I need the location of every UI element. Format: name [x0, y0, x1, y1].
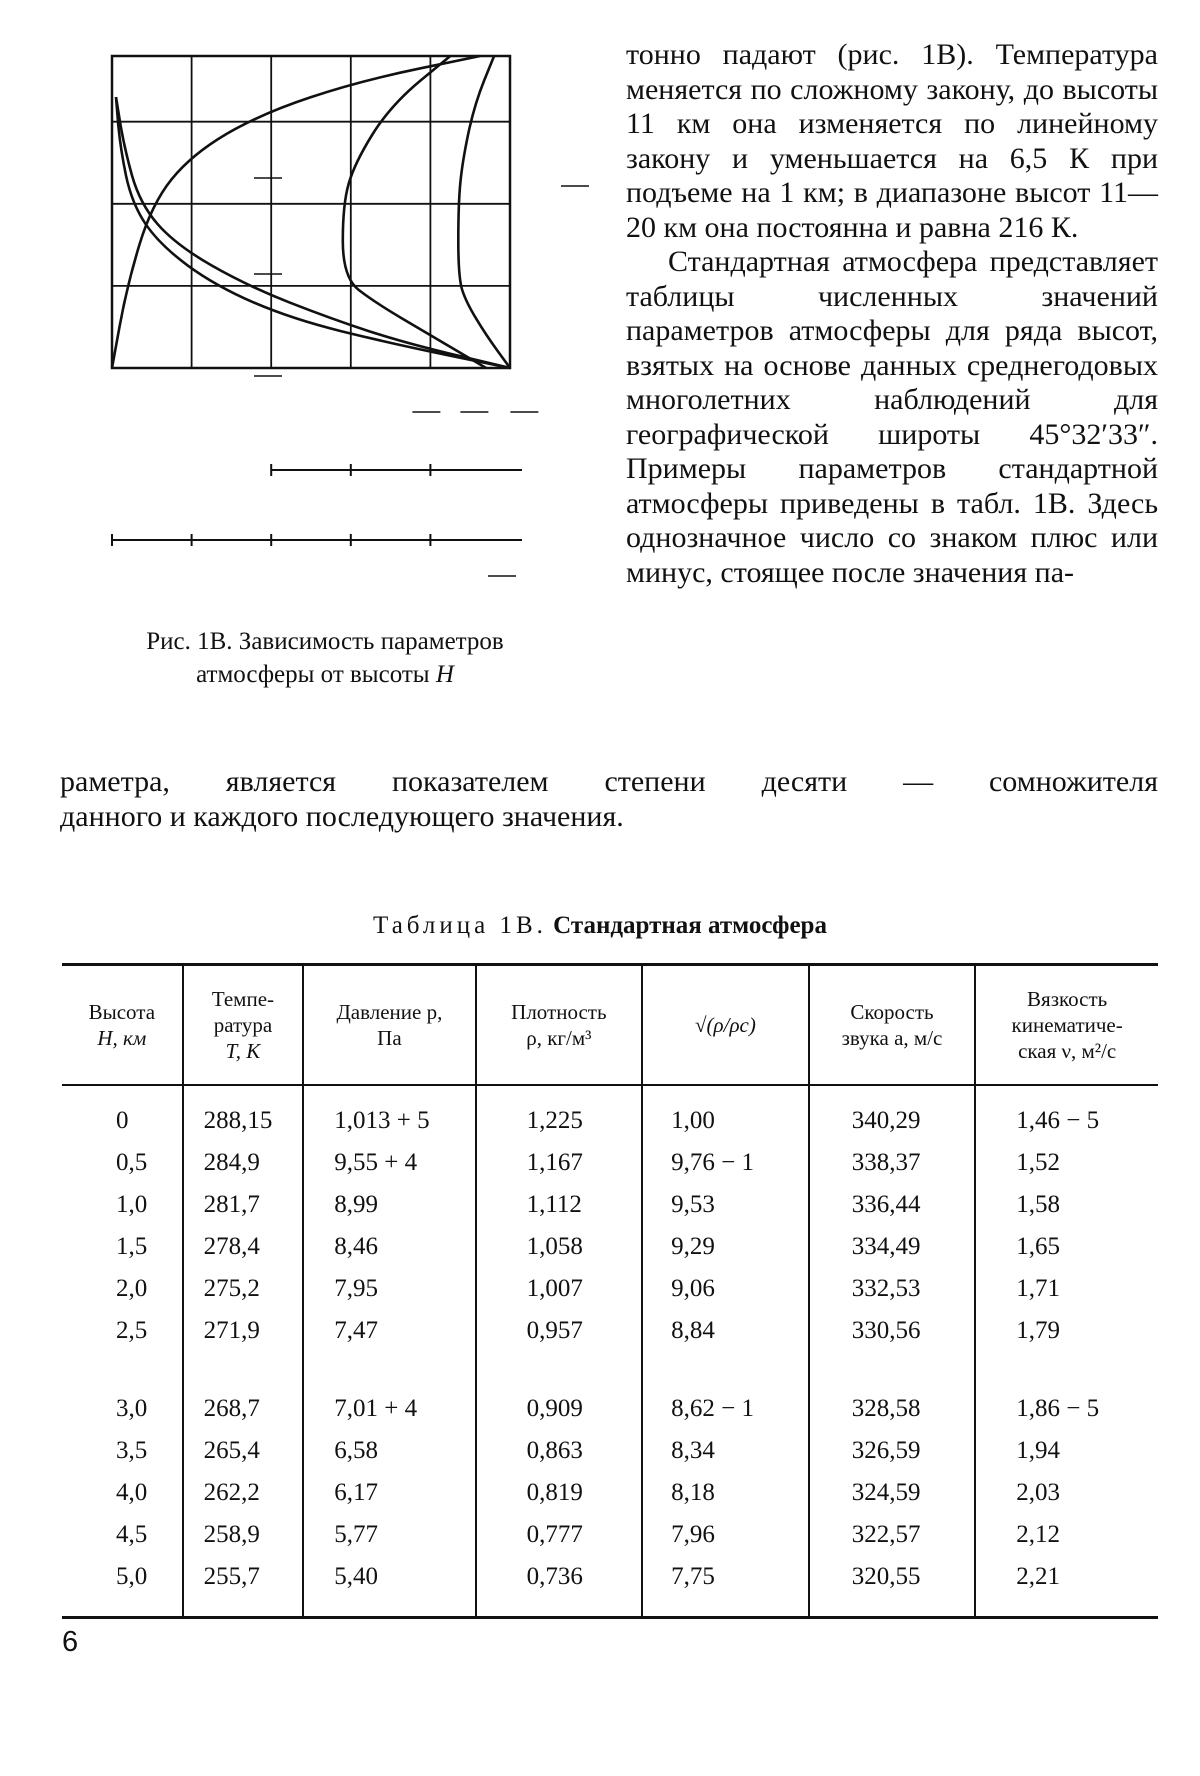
table-row: [62, 1184, 1158, 1226]
table-cell: 330,56: [809, 1310, 976, 1370]
table-row: [62, 1142, 1158, 1184]
chart-curves: [112, 56, 510, 368]
body-text-full-width: [60, 765, 1158, 834]
table-cell: 1,112: [476, 1184, 643, 1226]
table-cell: 4,5: [116, 1521, 148, 1548]
table-cell: 1,79: [975, 1310, 1158, 1370]
table-cell: 324,59: [809, 1472, 976, 1514]
table-cell: 2,12: [975, 1514, 1158, 1556]
table-cell: 9,53: [642, 1184, 809, 1226]
table-cell: 281,7: [183, 1184, 304, 1226]
table-cell: 1,65: [975, 1226, 1158, 1268]
table-cell: 0,957: [476, 1310, 643, 1370]
table-cell: 1,46 − 5: [975, 1085, 1158, 1142]
table-cell: 262,2: [183, 1472, 304, 1514]
table-row: [62, 1430, 1158, 1472]
table-cell: 326,59: [809, 1430, 976, 1472]
table-cell: 7,47: [303, 1310, 475, 1370]
caption-line-1: Рис. 1В. Зависимость параметров: [146, 628, 504, 655]
table-cell: 5,0: [116, 1563, 148, 1590]
table-row: [62, 1472, 1158, 1514]
table-cell: 1,58: [975, 1184, 1158, 1226]
table-cell: 3,5: [116, 1437, 148, 1464]
table-cell: 288,15: [183, 1085, 304, 1142]
table-cell: 5,77: [303, 1514, 475, 1556]
body-text-column: [626, 38, 1158, 590]
table-cell: 0: [116, 1107, 129, 1134]
table-row: [62, 1085, 1158, 1142]
table-cell: 9,06: [642, 1268, 809, 1310]
table-cell: 275,2: [183, 1268, 304, 1310]
table-cell: 0,5: [116, 1149, 148, 1176]
paragraph-1: тонно падают (рис. 1В). Температура меняется по сложному закону, до высоты 11 км она изменяется по линейному закону и уменьшается на 6,5 К при подъеме на 1 км; в диапазоне высот 11—20 км она постоянна и равна 216 К.: [626, 38, 1158, 244]
table-cell: 7,96: [642, 1514, 809, 1556]
header-pressure: Давление p, Па: [303, 965, 475, 1086]
table-cell: 278,4: [183, 1226, 304, 1268]
table-cell: 1,00: [642, 1085, 809, 1142]
caption-variable: H: [435, 661, 454, 688]
table-cell: 255,7: [183, 1556, 304, 1618]
table-cell: 2,21: [975, 1556, 1158, 1618]
table-cell: 6,58: [303, 1430, 475, 1472]
table-cell: 9,76 − 1: [642, 1142, 809, 1184]
table-cell: 338,37: [809, 1142, 976, 1184]
table-cell: 0,863: [476, 1430, 643, 1472]
header-kinematic-viscosity: Вязкость кинематиче- ская ν, м²/с: [975, 965, 1158, 1086]
table-cell: 322,57: [809, 1514, 976, 1556]
table-cell: 268,7: [183, 1370, 304, 1430]
table-cell: 8,84: [642, 1310, 809, 1370]
header-density-ratio-root: √(ρ/ρc): [642, 965, 809, 1086]
caption-line-2-text: атмосферы от высоты: [196, 661, 436, 688]
series-line-0: [116, 97, 510, 368]
table-header-row: [62, 965, 1158, 1086]
series-line-4: [112, 56, 480, 368]
table-title-prefix: Таблица 1В.: [373, 912, 547, 939]
table-cell: 1,167: [476, 1142, 643, 1184]
table-cell: 7,01 + 4: [303, 1370, 475, 1430]
table-cell: 265,4: [183, 1430, 304, 1472]
table-cell: 6,17: [303, 1472, 475, 1514]
header-temperature: Темпе- ратура T, К: [183, 965, 304, 1086]
chart-grid: [112, 56, 510, 368]
table-title-name: Стандартная атмосфера: [553, 912, 827, 939]
table-cell: 5,40: [303, 1556, 475, 1618]
table-cell: 271,9: [183, 1310, 304, 1370]
table-cell: 328,58: [809, 1370, 976, 1430]
table-cell: 7,95: [303, 1268, 475, 1310]
table-cell: 7,75: [642, 1556, 809, 1618]
paragraph-2-continuation-line-2: данного и каждого последующего значения.: [60, 799, 624, 833]
chart-frame: [112, 56, 510, 368]
table-cell: 9,29: [642, 1226, 809, 1268]
table-row: [62, 1268, 1158, 1310]
series-line-1: [116, 97, 510, 368]
table-cell: 340,29: [809, 1085, 976, 1142]
table-cell: 2,0: [116, 1275, 148, 1302]
table-row: [62, 1226, 1158, 1268]
table-cell: 0,909: [476, 1370, 643, 1430]
table-cell: 1,225: [476, 1085, 643, 1142]
table-cell: 8,18: [642, 1472, 809, 1514]
table-cell: 332,53: [809, 1268, 976, 1310]
table-cell: 9,55 + 4: [303, 1142, 475, 1184]
table-row: [62, 1370, 1158, 1430]
table-cell: 0,819: [476, 1472, 643, 1514]
table-cell: 284,9: [183, 1142, 304, 1184]
table-cell: 1,94: [975, 1430, 1158, 1472]
table-body: [62, 1085, 1158, 1618]
table-cell: 1,71: [975, 1268, 1158, 1310]
table-cell: 1,5: [116, 1233, 148, 1260]
series-line-3: [343, 56, 486, 368]
table-cell: 334,49: [809, 1226, 976, 1268]
table-cell: 1,013 + 5: [303, 1085, 475, 1142]
paragraph-2: Стандартная атмосфера представляет таблицы численных значений параметров атмосферы для ряда высот, взятых на основе данных среднегодовых многолетних наблюдений для географической широты 45°32′33″. Примеры параметров стандартной атмосферы приведены в табл. 1В. Здесь однозначное число со знаком плюс или минус, стоящее после значения па-: [626, 245, 1158, 589]
table-cell: 1,52: [975, 1142, 1158, 1184]
table-cell: 8,62 − 1: [642, 1370, 809, 1430]
figure-caption: [70, 625, 580, 691]
header-altitude: Высота H, км: [62, 965, 183, 1086]
table-cell: 8,46: [303, 1226, 475, 1268]
page-number: 6: [62, 1626, 79, 1658]
table-cell: 320,55: [809, 1556, 976, 1618]
table-cell: 8,99: [303, 1184, 475, 1226]
table-cell: 1,86 − 5: [975, 1370, 1158, 1430]
table-row: [62, 1556, 1158, 1618]
table-cell: 258,9: [183, 1514, 304, 1556]
table-cell: 1,058: [476, 1226, 643, 1268]
chart-svg: [40, 30, 600, 620]
table-cell: 8,34: [642, 1430, 809, 1472]
table-cell: 4,0: [116, 1479, 148, 1506]
figure-atmosphere-chart: [40, 30, 600, 620]
table-row: [62, 1514, 1158, 1556]
table-cell: 2,5: [116, 1317, 148, 1344]
paragraph-2-continuation-line-1: раметра, является показателем степени десяти — сомножителя: [60, 765, 1158, 798]
table-cell: 1,0: [116, 1191, 148, 1218]
table-row: [62, 1310, 1158, 1370]
header-speed-of-sound: Скорость звука a, м/с: [809, 965, 976, 1086]
table-cell: 1,007: [476, 1268, 643, 1310]
standard-atmosphere-table: [62, 963, 1158, 1619]
table-cell: 336,44: [809, 1184, 976, 1226]
caption-line-2: [70, 658, 580, 691]
table-cell: 3,0: [116, 1395, 148, 1422]
table-cell: 0,777: [476, 1514, 643, 1556]
table-cell: 2,03: [975, 1472, 1158, 1514]
table-cell: 0,736: [476, 1556, 643, 1618]
series-line-2: [458, 56, 510, 368]
table-title: [0, 912, 1200, 940]
header-density: Плотность ρ, кг/м³: [476, 965, 643, 1086]
